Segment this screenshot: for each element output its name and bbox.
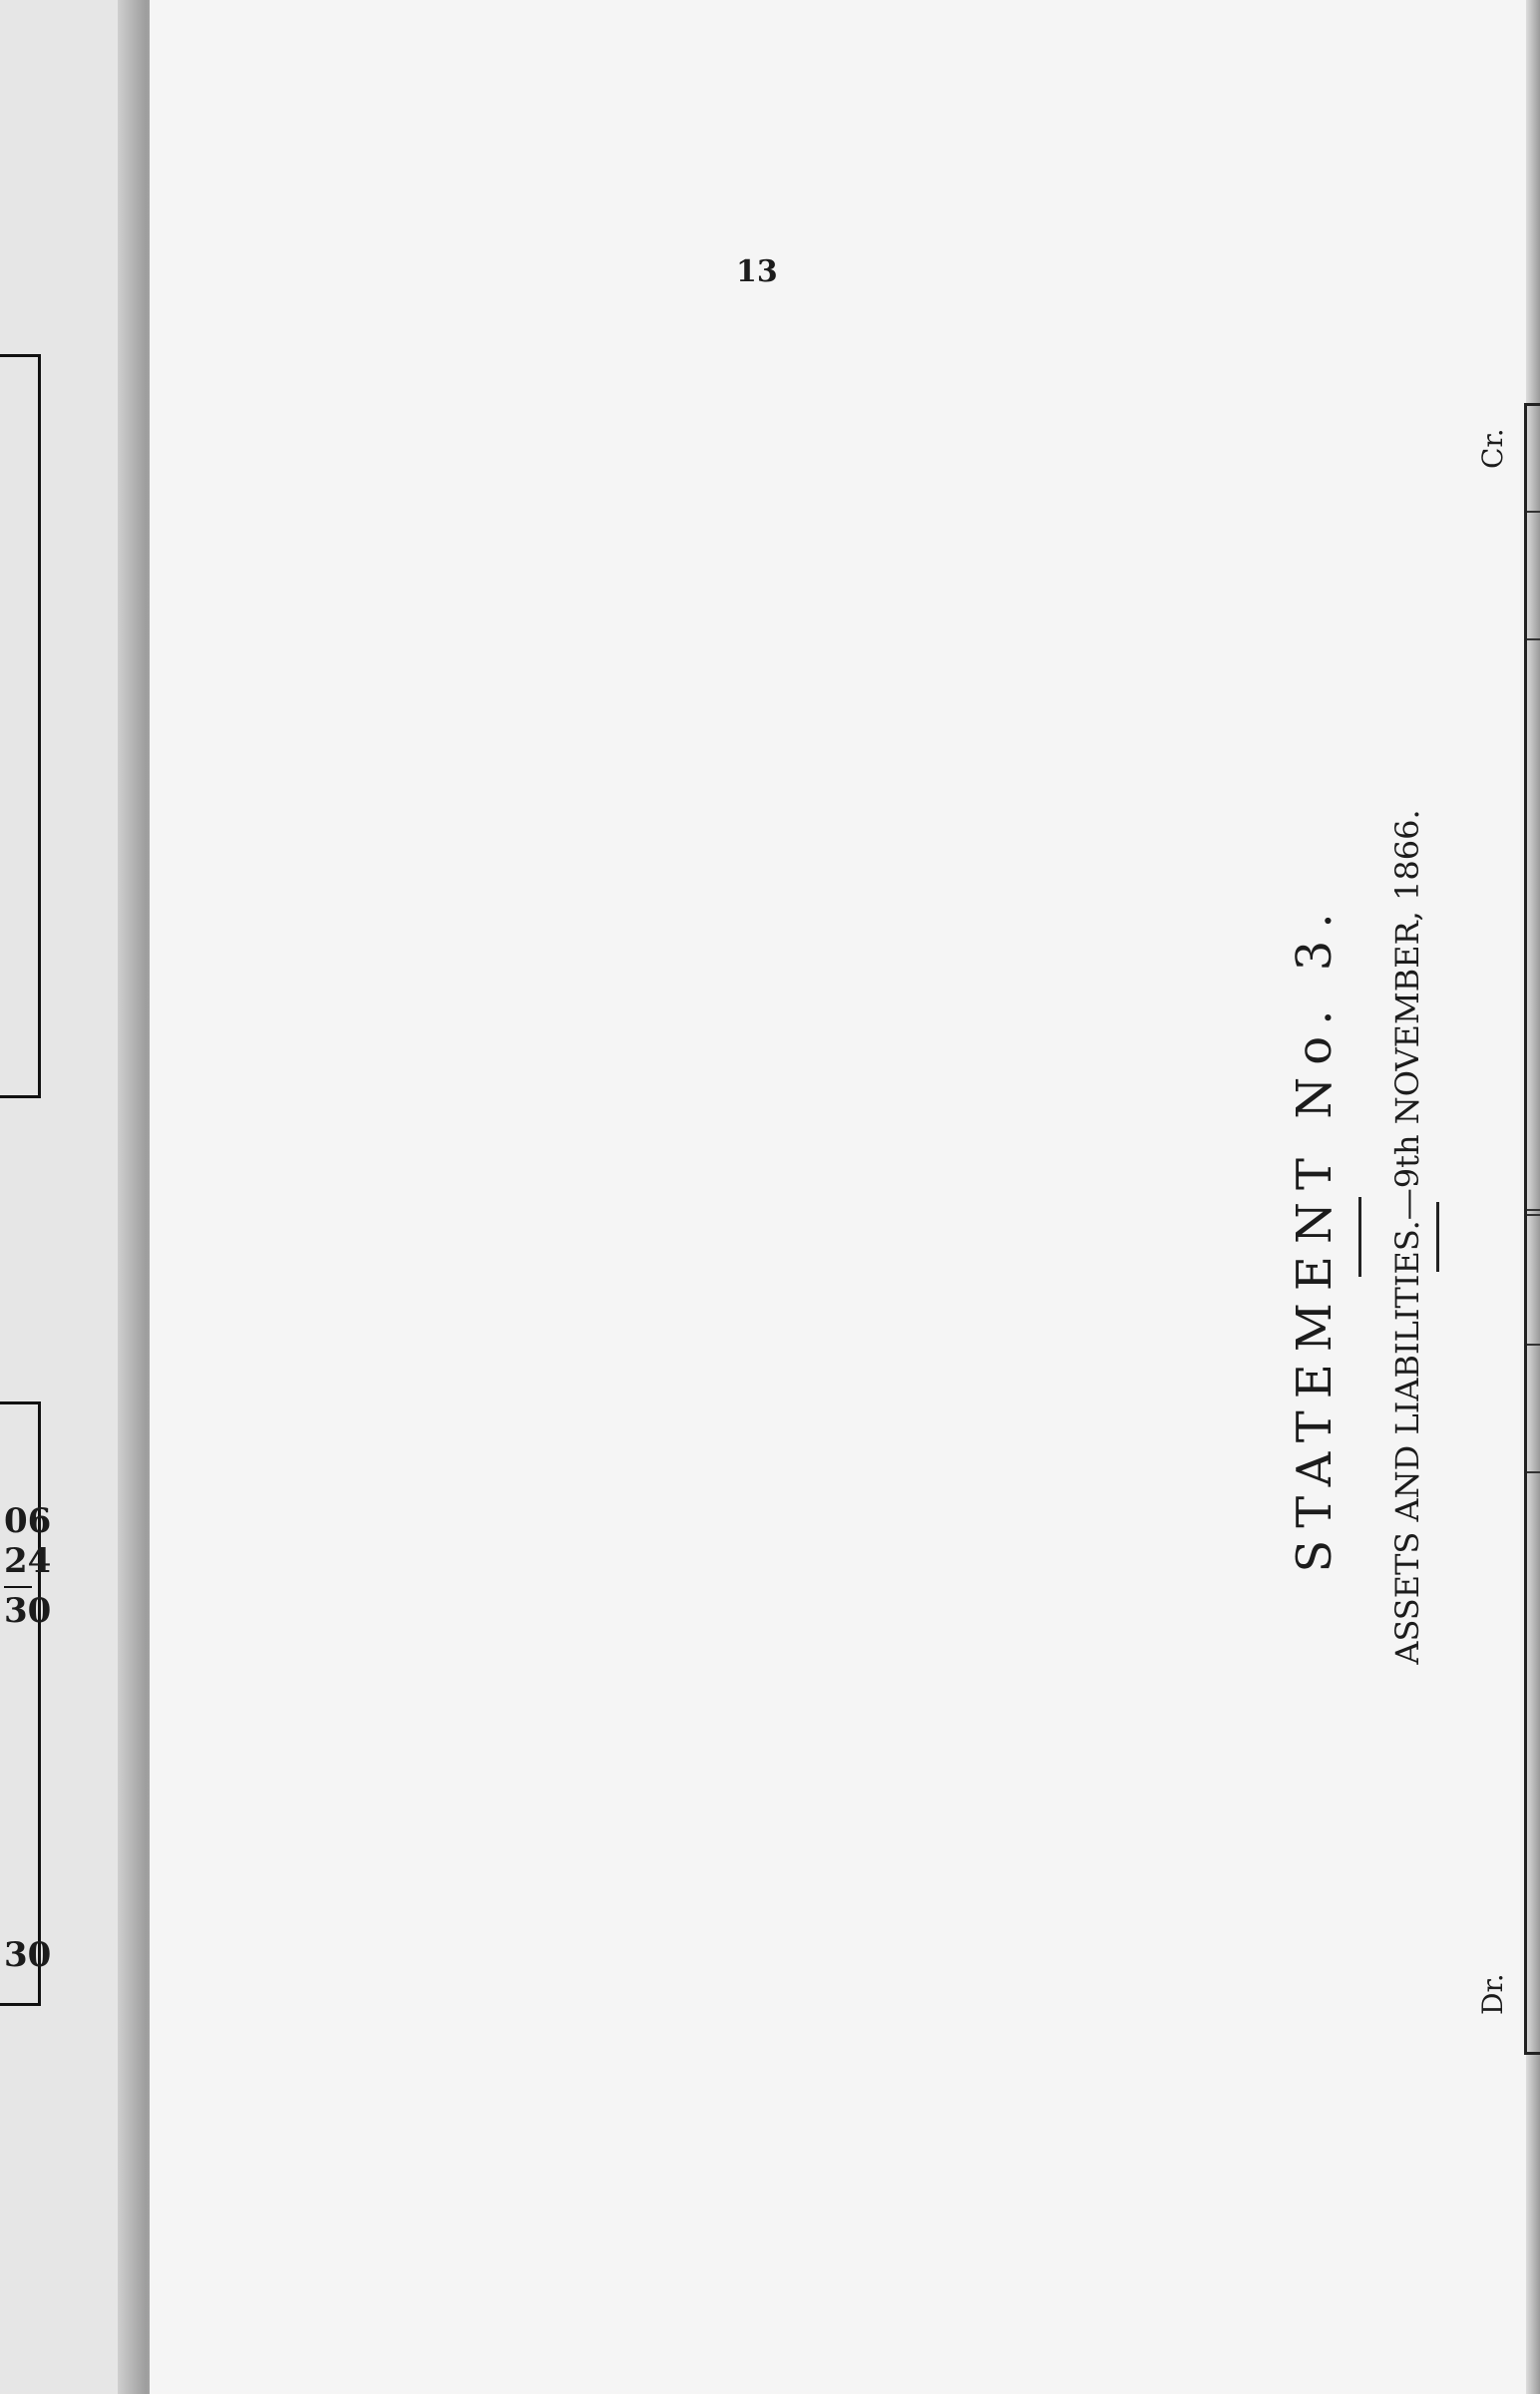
page-gutter [118, 0, 150, 2394]
left-page-number: 24 [4, 1541, 52, 1581]
subtitle-rule [1436, 1202, 1439, 1272]
title-rule [1358, 1197, 1361, 1277]
statement-rotated [1267, 379, 1540, 2095]
right-page [150, 0, 1540, 2394]
ledger-table [1524, 403, 1540, 2055]
column-rule [1527, 638, 1540, 640]
column-rule [1527, 1471, 1540, 1473]
left-page-number: 06 [4, 1501, 52, 1541]
left-page-number: 30 [4, 1935, 52, 1975]
debit-label: Dr. [1476, 1973, 1509, 2015]
left-page-frame [0, 354, 41, 1098]
sum-rule [4, 1586, 32, 1588]
left-page-frame [0, 1401, 41, 2006]
credit-label: Cr. [1476, 428, 1509, 469]
statement-title: STATEMENT No. 3. [1287, 901, 1343, 1573]
statement-subtitle: ASSETS AND LIABILITIES.—9th NOVEMBER, 1866. [1388, 809, 1426, 1665]
page-number: 13 [736, 254, 778, 289]
column-rule [1527, 1344, 1540, 1346]
left-page-number: 30 [4, 1591, 52, 1631]
column-rule [1527, 511, 1540, 513]
left-page [0, 0, 150, 2394]
column-rule [1527, 1209, 1540, 1211]
column-rule [1527, 1214, 1540, 1216]
